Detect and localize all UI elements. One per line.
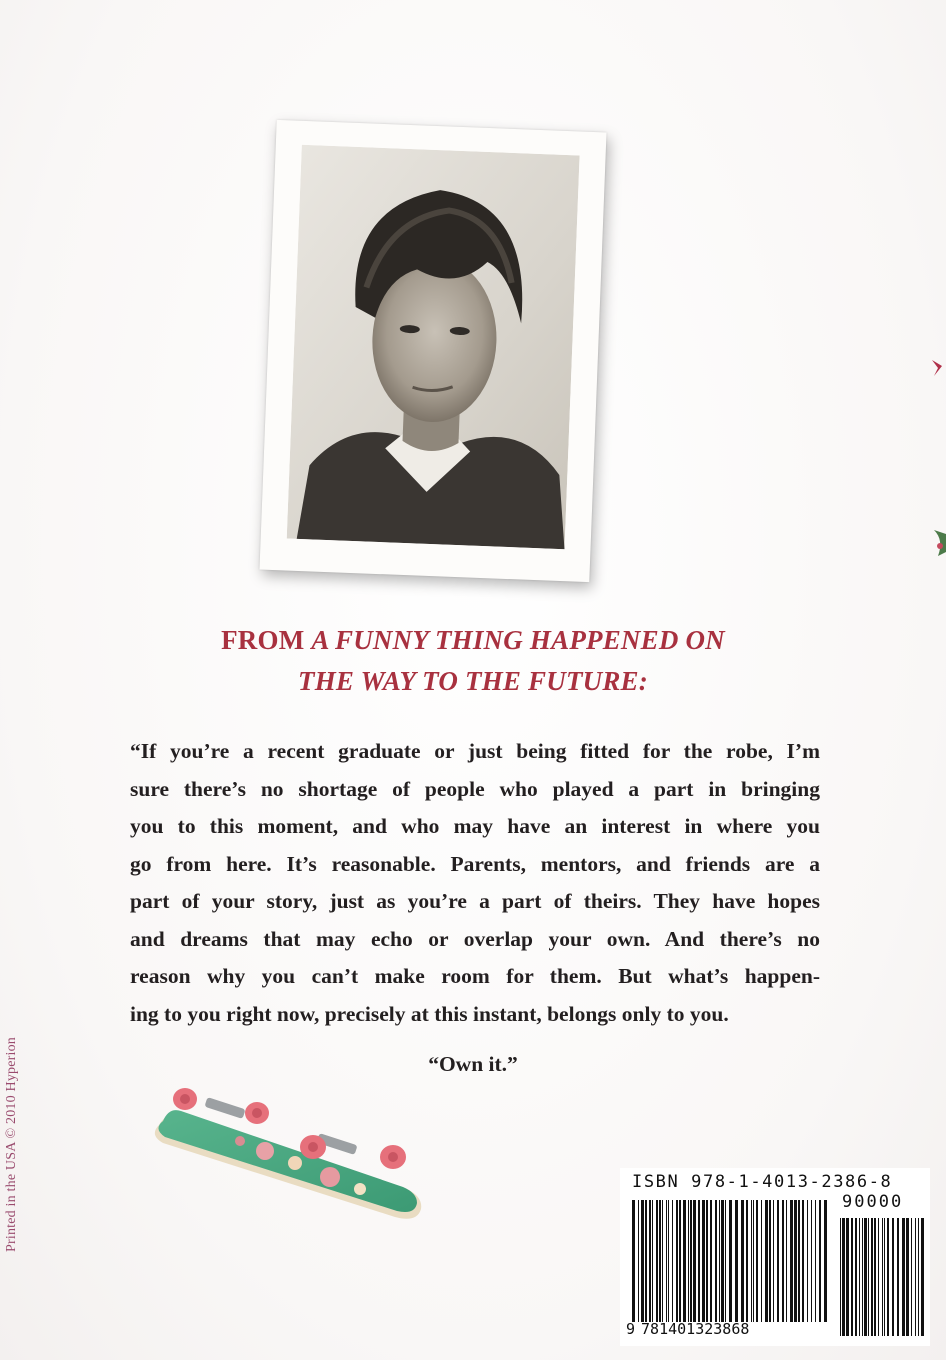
barcode-bar <box>819 1200 821 1322</box>
barcode-bar <box>715 1200 717 1322</box>
barcode-bar <box>846 1218 849 1336</box>
barcode-bar <box>868 1218 869 1336</box>
barcode-bar <box>690 1200 692 1322</box>
isbn-label: ISBN 978-1-4013-2386-8 <box>632 1172 893 1192</box>
barcode-bar <box>874 1218 876 1336</box>
barcode-bar <box>710 1200 712 1322</box>
barcode-bar <box>688 1200 689 1322</box>
printed-in-usa-copyright: Printed in the USA © 2010 Hyperion <box>4 1037 19 1252</box>
barcode-bar <box>652 1200 653 1322</box>
barcode-bar <box>706 1200 708 1322</box>
barcode-bar <box>782 1200 784 1322</box>
barcode-bar <box>794 1200 797 1322</box>
barcode-bar <box>769 1200 771 1322</box>
barcode-bar <box>902 1218 905 1336</box>
barcode-bar <box>753 1200 754 1322</box>
barcode-bar <box>884 1218 885 1336</box>
barcode-bar <box>746 1200 748 1322</box>
quote-line: you to this moment, and who may have an interest in where you <box>130 814 820 838</box>
quote-line: ing to you right now, precisely at this instant, belongs only to you. <box>130 1001 729 1026</box>
quote-line: “If you’re a recent graduate or just being fitted for the robe, I’m <box>130 739 820 763</box>
barcode-bar <box>798 1200 800 1322</box>
ean-first-digit: 9 <box>626 1320 636 1338</box>
barcode-bar <box>649 1200 651 1322</box>
barcode-bar <box>851 1218 853 1336</box>
addon-barcode-bars <box>840 1218 924 1336</box>
flower-fragment-top <box>928 358 946 378</box>
barcode-bar <box>918 1218 919 1336</box>
barcode-bar <box>719 1200 720 1322</box>
barcode-bar <box>878 1218 879 1336</box>
barcode-bar <box>672 1200 673 1322</box>
barcode-bar <box>645 1200 647 1322</box>
barcode-bar <box>676 1200 678 1322</box>
barcode-bar <box>871 1218 873 1336</box>
barcode-bar <box>668 1200 669 1322</box>
barcode-bar <box>751 1200 752 1322</box>
barcode-bar <box>807 1200 808 1322</box>
quote-closing: “Own it.” <box>428 1052 518 1076</box>
barcode-bar <box>773 1200 774 1322</box>
quote-line: go from here. It’s reasonable. Parents, mentors, and friends are a <box>130 851 820 876</box>
skateboard-illustration <box>145 1085 445 1225</box>
quote-line: part of your story, just as you’re a part of theirs. They have hopes <box>130 889 820 913</box>
barcode-bar <box>906 1218 909 1336</box>
barcode-bar <box>915 1218 916 1336</box>
excerpt-heading <box>0 620 946 702</box>
barcode-bar <box>741 1200 744 1322</box>
barcode-bar <box>729 1200 732 1322</box>
barcode-bar <box>656 1200 658 1322</box>
heading-prefix: FROM <box>221 625 312 655</box>
barcode-bar <box>693 1200 696 1322</box>
barcode-bar <box>882 1218 883 1336</box>
quote-line: and dreams that may echo or overlap your own. And there’s no <box>130 926 820 951</box>
ean-remaining-digits: 781401323868 <box>641 1320 750 1338</box>
barcode-bar <box>702 1200 705 1322</box>
barcode-bar <box>790 1200 793 1322</box>
barcode-bar <box>887 1218 889 1336</box>
author-photo <box>287 145 580 549</box>
barcode-bar <box>683 1200 686 1322</box>
barcode-bar <box>855 1218 857 1336</box>
barcode-bar <box>725 1200 726 1322</box>
barcode-bar <box>765 1200 768 1322</box>
barcode-bar <box>786 1200 787 1322</box>
excerpt-quote <box>130 733 820 1033</box>
barcode-bar <box>802 1200 804 1322</box>
barcode-bar <box>659 1200 661 1322</box>
barcode-bar <box>735 1200 738 1322</box>
barcode-bar <box>721 1200 724 1322</box>
flower-fragment-bottom <box>932 530 946 556</box>
isbn-barcode <box>620 1168 930 1346</box>
heading-book-title-line-2: THE WAY TO THE FUTURE: <box>298 666 648 696</box>
barcode-bar <box>921 1218 924 1336</box>
barcode-bar <box>761 1200 762 1322</box>
barcode-bar <box>815 1200 816 1322</box>
barcode-bar <box>897 1218 899 1336</box>
ean-digits <box>626 1320 749 1338</box>
barcode-bar <box>911 1218 912 1336</box>
barcode-bar <box>638 1200 639 1322</box>
barcode-bar <box>756 1200 758 1322</box>
barcode-bar <box>840 1218 841 1336</box>
heading-book-title-line-1: A FUNNY THING HAPPENED ON <box>311 625 725 655</box>
price-code: 90000 <box>842 1192 904 1212</box>
barcode-bar <box>864 1218 867 1336</box>
barcode-bar <box>859 1218 860 1336</box>
barcode-bar <box>862 1218 863 1336</box>
barcode-bar <box>641 1200 644 1322</box>
barcode-bar <box>662 1200 663 1322</box>
barcode-bar <box>777 1200 779 1322</box>
barcode-bar <box>632 1200 635 1322</box>
barcode-bar <box>698 1200 700 1322</box>
ean-barcode-bars <box>632 1200 827 1322</box>
barcode-bar <box>892 1218 894 1336</box>
author-photo-card <box>259 120 606 582</box>
heading-line-1 <box>0 620 946 661</box>
barcode-bar <box>811 1200 812 1322</box>
barcode-bar <box>824 1200 827 1322</box>
barcode-bar <box>666 1200 667 1322</box>
barcode-bar <box>842 1218 845 1336</box>
quote-line: reason why you can’t make room for them. But what’s happen- <box>130 964 820 988</box>
barcode-bar <box>679 1200 681 1322</box>
quote-line: sure there’s no shortage of people who played a part in bringing <box>130 776 820 801</box>
